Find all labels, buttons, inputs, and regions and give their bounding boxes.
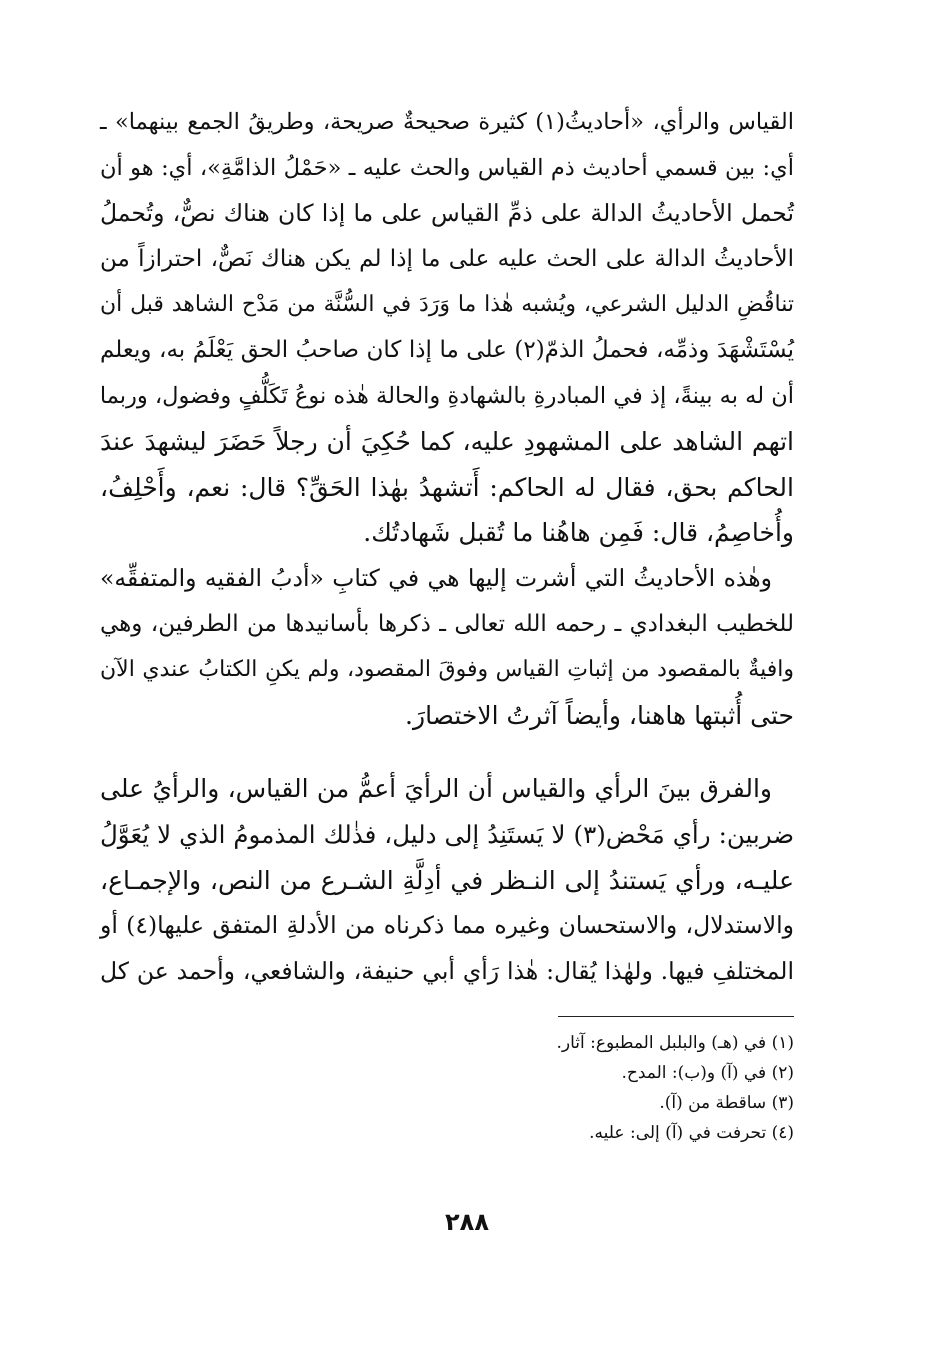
- text-line: يُسْتَشْهَدَ وذمِّه، فحملُ الذمّ(٢) على ما إذا كان صاحبُ الحق يَعْلَمُ به، ويعلم: [100, 336, 794, 363]
- footnotes: [100, 1028, 794, 1148]
- paragraph-1: [100, 100, 794, 556]
- text-line: القياس والرأي، «أحاديثُ(١) كثيرة صحيحةٌ صريحة، وطريقُ الجمع بينهما» ـ: [100, 109, 795, 135]
- text-line: والفرق بينَ الرأي والقياس أن الرأيَ أعمُّ من القياس، والرأيُ على: [100, 774, 772, 804]
- footnote-divider: [558, 1016, 794, 1017]
- footnote-4: (٤) تحرفت في (آ) إلى: عليه.: [589, 1123, 794, 1143]
- text-line: عليـه، ورأي يَستندُ إلى النـظر في أدِلَّةِ الشـرع من النص، والإجمـاع،: [100, 865, 794, 895]
- text-line: أي: بين قسمي أحاديث ذم القياس والحث عليه ـ «حَمْلُ الذامَّةِ»، أي: هو أن: [100, 154, 794, 181]
- footnote-3: (٣) ساقطة من (آ).: [659, 1093, 794, 1113]
- text-line: تناقُضِ الدليل الشرعي، ويُشبه هٰذا ما وَرَدَ في السُّنَّة من مَدْح الشاهد قبل أن: [100, 292, 794, 318]
- page-number: ٢٨٨: [445, 1208, 489, 1236]
- text-line: والاستدلال، والاستحسان وغيره مما ذكرناه من الأدلةِ المتفق عليها(٤) أو: [100, 911, 795, 940]
- text-line: حتى أُثبتها هاهنا، وأيضاً آثرتُ الاختصارَ.: [405, 700, 794, 730]
- footnote-2: (٢) في (آ) و(ب): المدح.: [621, 1063, 794, 1083]
- text-line: الحاكم بحق، فقال له الحاكم: أَتشهدُ بهٰذا الحَقِّ؟ قال: نعم، وأَحْلِفُ،: [100, 472, 794, 502]
- text-line: وهٰذه الأحاديثُ التي أشرت إليها هي في كتابِ «أدبُ الفقيه والمتفقِّه»: [100, 563, 772, 592]
- text-line: وافيةٌ بالمقصود من إثباتِ القياس وفوقَ المقصود، ولم يكنِ الكتابُ عندي الآن: [100, 657, 794, 683]
- paragraph-gap: [100, 738, 794, 766]
- text-line: للخطيب البغدادي ـ رحمه الله تعالى ـ ذكرها بأسانيدها من الطرفين، وهي: [100, 610, 794, 637]
- main-text: [100, 100, 794, 994]
- footnote-1: (١) في (هـ) والبلبل المطبوع: آثار.: [556, 1033, 794, 1053]
- text-line: ضربين: رأي مَحْض(٣) لا يَستَنِدُ إلى دليل، فذٰلك المذمومُ الذي لا يُعَوَّلُ: [100, 819, 795, 849]
- text-line: الأحاديثُ الدالة على الحث عليه على ما إذا لم يكن هناك نَصٌّ، احترازاً من: [100, 245, 794, 272]
- paragraph-2: [100, 556, 794, 738]
- paragraph-3: [100, 766, 794, 994]
- text-line: وأُخاصِمُ، قال: فَمِن هاهُنا ما تُقبل شَهادتُك.: [363, 518, 794, 548]
- text-line: المختلفِ فيها. ولهٰذا يُقال: هٰذا رَأي أبي حنيفة، والشافعي، وأحمد عن كل: [100, 956, 794, 985]
- text-line: تُحمل الأحاديثُ الدالة على ذمِّ القياس على ما إذا كان هناك نصٌّ، وتُحملُ: [100, 199, 794, 228]
- text-line: أن له به بينةً، إذ في المبادرةِ بالشهادةِ والحالة هٰذه نوعُ تَكَلُّفٍ وفضول، وربما: [99, 382, 794, 409]
- text-line: اتهم الشاهد على المشهودِ عليه، كما حُكِيَ أن رجلاً حَضَرَ ليشهدَ عندَ: [100, 427, 794, 457]
